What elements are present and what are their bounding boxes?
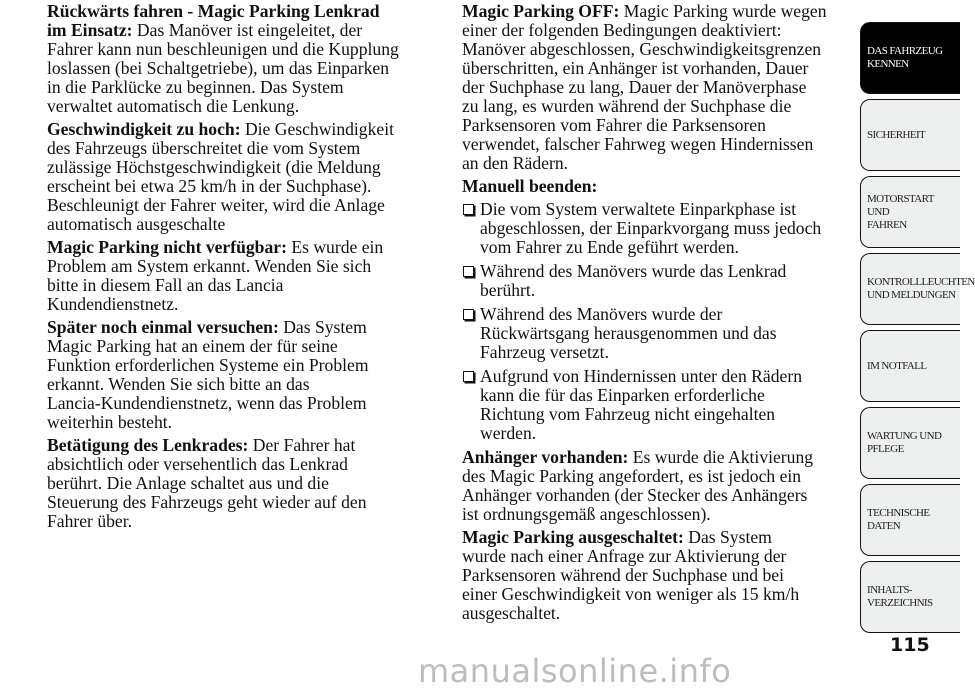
right-column: [462, 2, 842, 627]
list-item-text: Während des Manövers wurde das Lenkrad berührt.: [480, 261, 787, 300]
tab-das-fahrzeug-kennen[interactable]: DAS FAHRZEUG KENNEN: [860, 22, 960, 94]
paragraph-text: Es wurde die Aktivierung des Magic Parking angefordert, es ist jedoch ein Anhänger vorhanden (der Stecker des Anhängers ist ordnungsgemäß angeschlossen).: [462, 447, 814, 524]
tab-kontrollleuchten[interactable]: KONTROLLLEUCHTEN UND MELDUNGEN: [860, 253, 960, 325]
paragraph-trailer: [462, 448, 842, 524]
paragraph-reversing: [47, 2, 447, 116]
page-number: 115: [890, 634, 930, 656]
watermark: manualsonline.info: [418, 652, 732, 690]
tab-im-notfall[interactable]: IM NOTFALL: [860, 330, 960, 402]
tab-wartung-und-pflege[interactable]: WARTUNG UND PFLEGE: [860, 407, 960, 479]
paragraph-switched-off: [462, 528, 842, 623]
paragraph-text: Das System Magic Parking hat an einem der für seine Funktion erforderlichen Systeme ein Problem erkannt. Wenden Sie sich bitte an das Lancia-Kundendienstnetz, wenn das Problem weiterhin besteht.: [47, 317, 369, 432]
checkbox-bullet-icon: [463, 371, 474, 382]
paragraph-heading: Magic Parking OFF:: [462, 1, 620, 21]
paragraph-not-available: [47, 238, 447, 314]
left-column: [47, 2, 447, 535]
paragraph-heading: Anhänger vorhanden:: [462, 447, 629, 467]
paragraph-text: Es wurde ein Problem am System erkannt. Wenden Sie sich bitte in diesem Fall an das Lancia Kundendienstnetz.: [47, 237, 384, 314]
paragraph-heading: Magic Parking ausgeschaltet:: [462, 527, 684, 547]
list-item: [462, 262, 842, 300]
tab-motorstart-und-fahren[interactable]: MOTORSTART UND FAHREN: [860, 176, 960, 248]
chapter-tabs: [860, 22, 975, 638]
paragraph-text: Das Manöver ist eingeleitet, der Fahrer kann nun beschleunigen und die Kupplung loslassen (bei Schaltgetriebe), um das Einparken in die Parklücke zu beginnen. Das System verwaltet automatisch die Lenkung.: [47, 20, 399, 116]
paragraph-heading: Geschwindigkeit zu hoch:: [47, 119, 241, 139]
list-item: [462, 200, 842, 257]
list-item-text: Die vom System verwaltete Einparkphase ist abgeschlossen, der Einparkvorgang muss jedoch vom Fahrer zu Ende geführt werden.: [480, 199, 822, 257]
tab-sicherheit[interactable]: SICHERHEIT: [860, 99, 960, 171]
paragraph-try-later: [47, 318, 447, 432]
list-item-text: Aufgrund von Hindernissen unter den Rädern kann die für das Einparken erforderliche Richtung vom Fahrzeug nicht eingehalten werden.: [480, 366, 802, 443]
checkbox-bullet-icon: [463, 266, 474, 277]
paragraph-text: Magic Parking wurde wegen einer der folgenden Bedingungen deaktiviert: Manöver abgeschlossen, Geschwindigkeitsgrenzen überschritten, ein Anhänger ist vorhanden, Dauer der Suchphase zu lang, Dauer der Manöverphase zu lang, es wurden während der Suchphase die Parksensoren vom Fahrer die Parksensoren verwendet, falscher Fahrweg wegen Hindernissen an den Rädern.: [462, 1, 827, 173]
paragraph-speed-too-high: [47, 120, 447, 234]
list-item-text: Während des Manövers wurde der Rückwärtsgang herausgenommen und das Fahrzeug versetzt.: [480, 304, 777, 362]
paragraph-heading: Magic Parking nicht verfügbar:: [47, 237, 287, 257]
tab-technische-daten[interactable]: TECHNISCHE DATEN: [860, 484, 960, 556]
paragraph-heading: Rückwärts fahren - Magic Parking Lenkrad im Einsatz:: [47, 1, 380, 40]
checkbox-bullet-icon: [463, 204, 474, 215]
paragraph-text: Der Fahrer hat absichtlich oder versehentlich das Lenkrad berührt. Die Anlage schaltet aus und die Steuerung des Fahrzeugs geht wieder auf den Fahrer über.: [47, 435, 367, 531]
paragraph-heading: Später noch einmal versuchen:: [47, 317, 279, 337]
checkbox-bullet-icon: [463, 309, 474, 320]
paragraph-heading: Betätigung des Lenkrades:: [47, 435, 249, 455]
paragraph-text: Das System wurde nach einer Anfrage zur Aktivierung der Parksensoren während der Suchphase und bei einer Geschwindigkeit von weniger als 15 km/h ausgeschaltet.: [462, 527, 800, 623]
section-heading: Manuell beenden:: [462, 176, 598, 196]
paragraph-magic-parking-off: [462, 2, 842, 173]
paragraph-steering-input: [47, 436, 447, 531]
list-item: [462, 367, 842, 443]
paragraph-text: Die Geschwindigkeit des Fahrzeugs überschreitet die vom System zulässige Höchstgeschwindigkeit (die Meldung erscheint bei etwa 25 km/h in der Suchphase). Beschleunigt der Fahrer weiter, wird die Anlage automatisch ausgeschalte: [47, 119, 394, 234]
list-item: [462, 305, 842, 362]
manual-end-heading: [462, 177, 842, 196]
tab-inhaltsverzeichnis[interactable]: INHALTS- VERZEICHNIS: [860, 561, 960, 633]
